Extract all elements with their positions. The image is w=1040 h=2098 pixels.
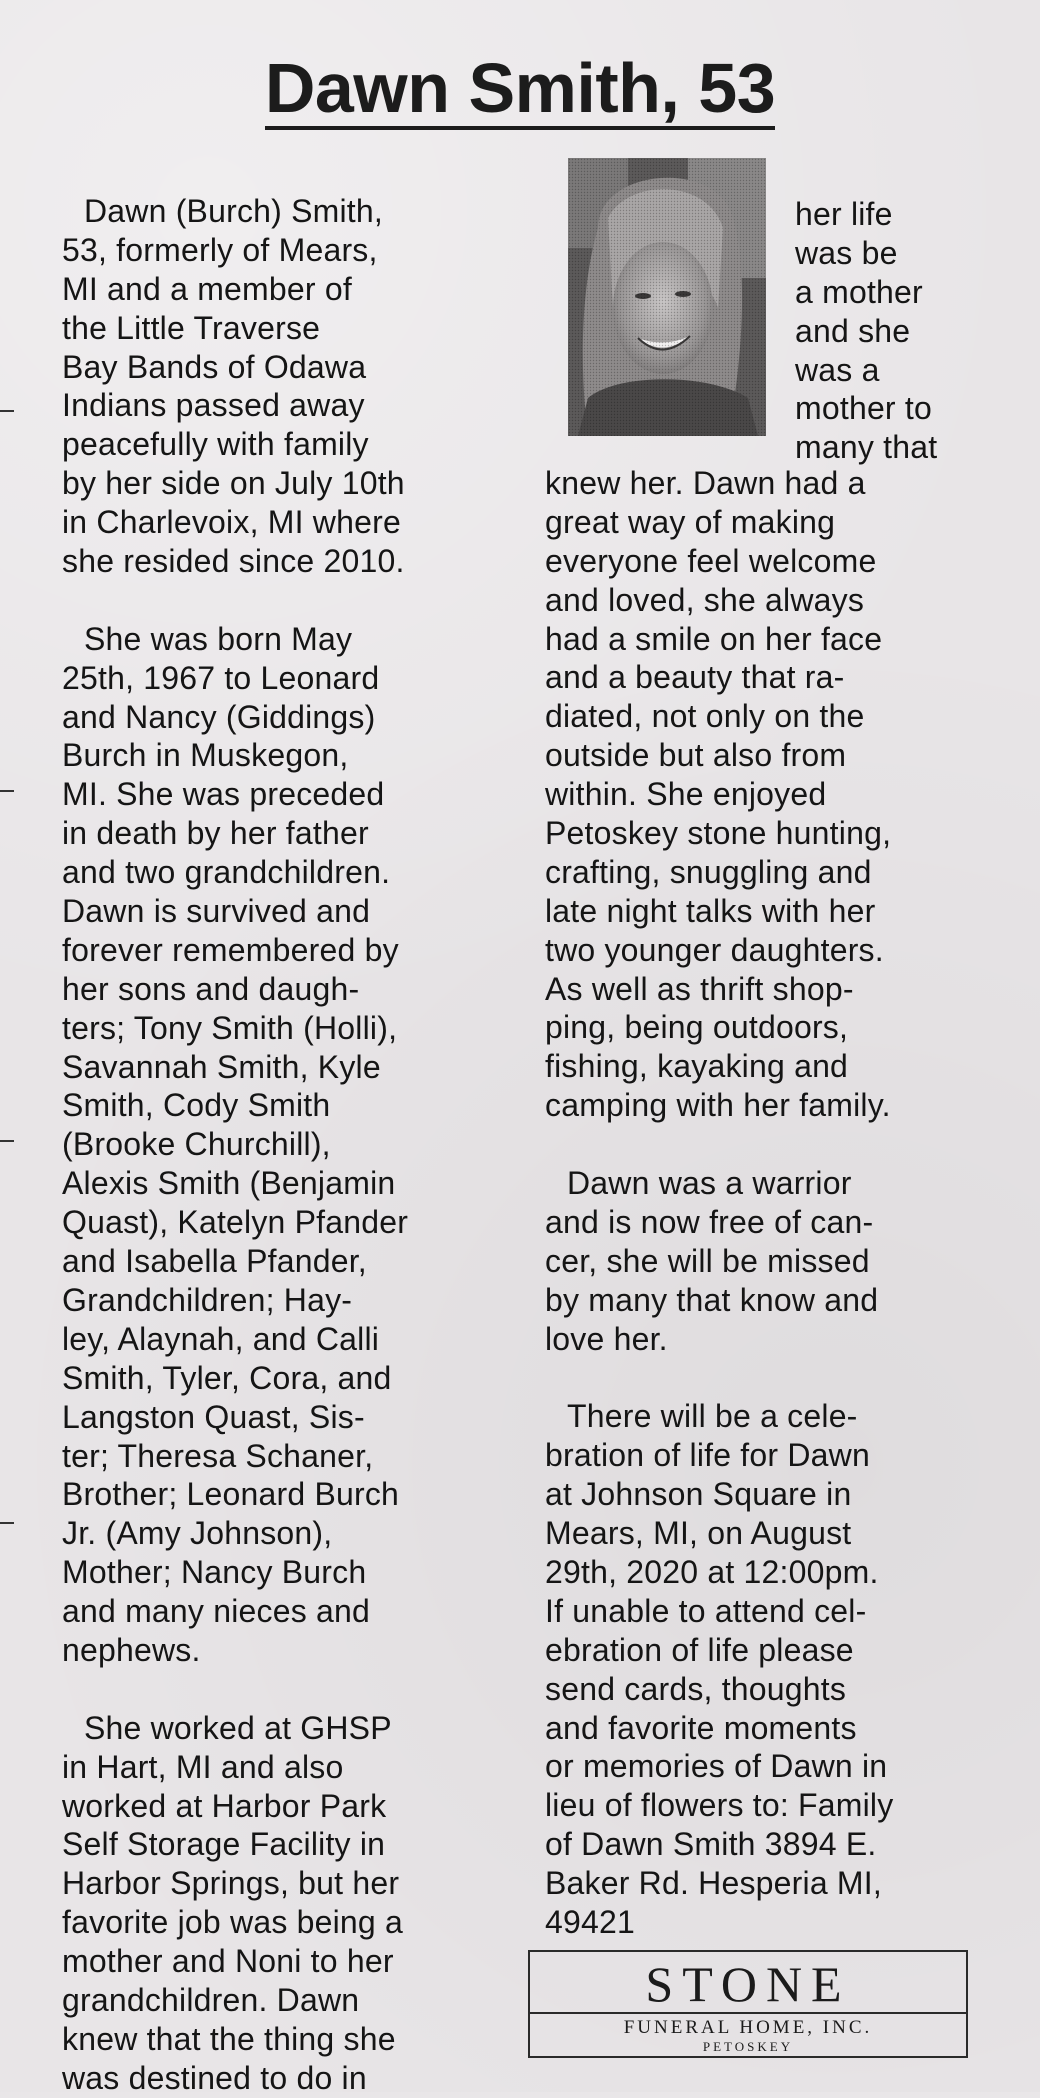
margin-tick [0, 1522, 14, 1524]
paragraph-celebration [545, 1397, 995, 1941]
paragraph-warrior [545, 1164, 995, 1358]
text-line: She was born May [84, 620, 353, 657]
text-line: Alexis Smith (Benjamin [62, 1165, 396, 1202]
left-column [62, 192, 502, 2098]
paragraph-personality [545, 464, 995, 1125]
text-line: and is now free of can- [545, 1203, 874, 1240]
text-line: She worked at GHSP [84, 1709, 392, 1746]
text-line: Jr. (Amy Johnson), [62, 1515, 333, 1552]
margin-tick [0, 1140, 14, 1142]
text-line: As well as thrift shop- [545, 970, 854, 1007]
text-line: send cards, thoughts [545, 1670, 847, 1707]
text-line: the Little Traverse [62, 309, 321, 346]
text-line: love her. [545, 1320, 668, 1357]
text-line: ters; Tony Smith (Holli), [62, 1009, 398, 1046]
text-line: crafting, snuggling and [545, 853, 872, 890]
text-line: There will be a cele- [567, 1398, 858, 1435]
text-line: or memories of Dawn in [545, 1748, 888, 1785]
obituary-title [0, 48, 1040, 130]
paragraph-work [62, 1709, 502, 2098]
text-line: 25th, 1967 to Leonard [62, 659, 380, 696]
text-line: was destined to do in [62, 2059, 367, 2096]
text-line: and many nieces and [62, 1593, 371, 1630]
funeral-home-logo [528, 1950, 968, 2058]
text-line: forever remembered by [62, 931, 399, 968]
text-line: bration of life for Dawn [545, 1437, 870, 1474]
text-line: Self Storage Facility in [62, 1826, 386, 1863]
text-line: and a beauty that ra- [545, 659, 845, 696]
text-line: two younger daughters. [545, 931, 884, 968]
text-line: diated, not only on the [545, 698, 865, 735]
text-line: nephews. [62, 1631, 201, 1668]
portrait-photo [568, 158, 766, 436]
text-line: worked at Harbor Park [62, 1787, 387, 1824]
text-line: Smith, Cody Smith [62, 1087, 331, 1124]
text-line: Langston Quast, Sis- [62, 1398, 365, 1435]
text-line: and Isabella Pfander, [62, 1243, 367, 1280]
text-line: everyone feel welcome [545, 542, 877, 579]
text-line: she resided since 2010. [62, 543, 405, 580]
text-line: grandchildren. Dawn [62, 1981, 360, 2018]
text-line: and Nancy (Giddings) [62, 698, 376, 735]
margin-tick [0, 790, 14, 792]
right-column [545, 464, 995, 1942]
text-line: Savannah Smith, Kyle [62, 1048, 381, 1085]
paragraph-family [62, 620, 502, 1670]
logo-city: PETOSKEY [702, 2039, 794, 2054]
text-line: and two grandchildren. [62, 854, 391, 891]
text-line: Brother; Leonard Burch [62, 1476, 400, 1513]
text-line: Grandchildren; Hay- [62, 1281, 353, 1318]
text-line: Baker Rd. Hesperia MI, [545, 1865, 882, 1902]
text-line: her sons and daugh- [62, 970, 360, 1007]
obituary-title-text: Dawn Smith, 53 [265, 50, 775, 130]
paragraph-intro [62, 192, 502, 581]
text-line: in Hart, MI and also [62, 1748, 344, 1785]
text-line: mother to [795, 390, 932, 427]
text-line: ebration of life please [545, 1631, 854, 1668]
text-line: outside but also from [545, 737, 847, 774]
text-line: Quast), Katelyn Pfander [62, 1204, 409, 1241]
text-line: had a smile on her face [545, 620, 883, 657]
text-line: within. She enjoyed [545, 776, 827, 813]
text-line: by many that know and [545, 1281, 879, 1318]
text-line: If unable to attend cel- [545, 1592, 867, 1629]
text-line: ley, Alaynah, and Calli [62, 1320, 380, 1357]
text-line: Bay Bands of Odawa [62, 348, 367, 385]
text-line: by her side on July 10th [62, 465, 405, 502]
text-line: ter; Theresa Schaner, [62, 1437, 374, 1474]
text-line: in death by her father [62, 815, 369, 852]
text-line: 49421 [545, 1903, 635, 1940]
text-line: late night talks with her [545, 892, 876, 929]
text-line: a mother [795, 273, 923, 310]
text-line: in Charlevoix, MI where [62, 504, 401, 541]
text-line: ping, being outdoors, [545, 1009, 849, 1046]
text-line: peacefully with family [62, 426, 369, 463]
text-line: Burch in Muskegon, [62, 737, 349, 774]
text-line: fishing, kayaking and [545, 1048, 849, 1085]
text-line: 29th, 2020 at 12:00pm. [545, 1553, 879, 1590]
text-line: Dawn (Burch) Smith, [84, 193, 383, 229]
text-line: Dawn was a warrior [567, 1165, 852, 1202]
margin-tick [0, 410, 14, 412]
text-line: at Johnson Square in [545, 1476, 852, 1513]
text-line: was a [795, 351, 880, 388]
text-line: was be [795, 234, 898, 271]
text-line: Harbor Springs, but her [62, 1865, 400, 1902]
text-line: and favorite moments [545, 1709, 857, 1746]
text-line: mother and Noni to her [62, 1943, 394, 1980]
text-line: her life [795, 196, 893, 232]
text-line: knew her. Dawn had a [545, 465, 866, 501]
text-line: camping with her family. [545, 1087, 891, 1124]
text-line: Indians passed away [62, 387, 365, 424]
text-line: favorite job was being a [62, 1904, 404, 1941]
text-line: and loved, she always [545, 581, 865, 618]
logo-subtitle: FUNERAL HOME, INC. [623, 2017, 873, 2038]
text-line: (Brooke Churchill), [62, 1126, 331, 1163]
text-line: lieu of flowers to: Family [545, 1787, 894, 1824]
text-line: and she [795, 312, 911, 349]
text-line: 53, formerly of Mears, [62, 231, 378, 268]
logo-name: STONE [530, 1956, 966, 2014]
text-line: cer, she will be missed [545, 1242, 870, 1279]
text-line: MI. She was preceded [62, 776, 385, 813]
text-line: knew that the thing she [62, 2020, 396, 2057]
text-line: Mears, MI, on August [545, 1515, 852, 1552]
text-line: Smith, Tyler, Cora, and [62, 1359, 392, 1396]
text-beside-photo [795, 195, 937, 467]
text-line: Petoskey stone hunting, [545, 815, 892, 852]
text-line: MI and a member of [62, 270, 352, 307]
text-line: Dawn is survived and [62, 893, 371, 930]
text-line: great way of making [545, 503, 836, 540]
text-line: many that [795, 429, 938, 466]
text-line: of Dawn Smith 3894 E. [545, 1826, 877, 1863]
text-line: Mother; Nancy Burch [62, 1554, 367, 1591]
